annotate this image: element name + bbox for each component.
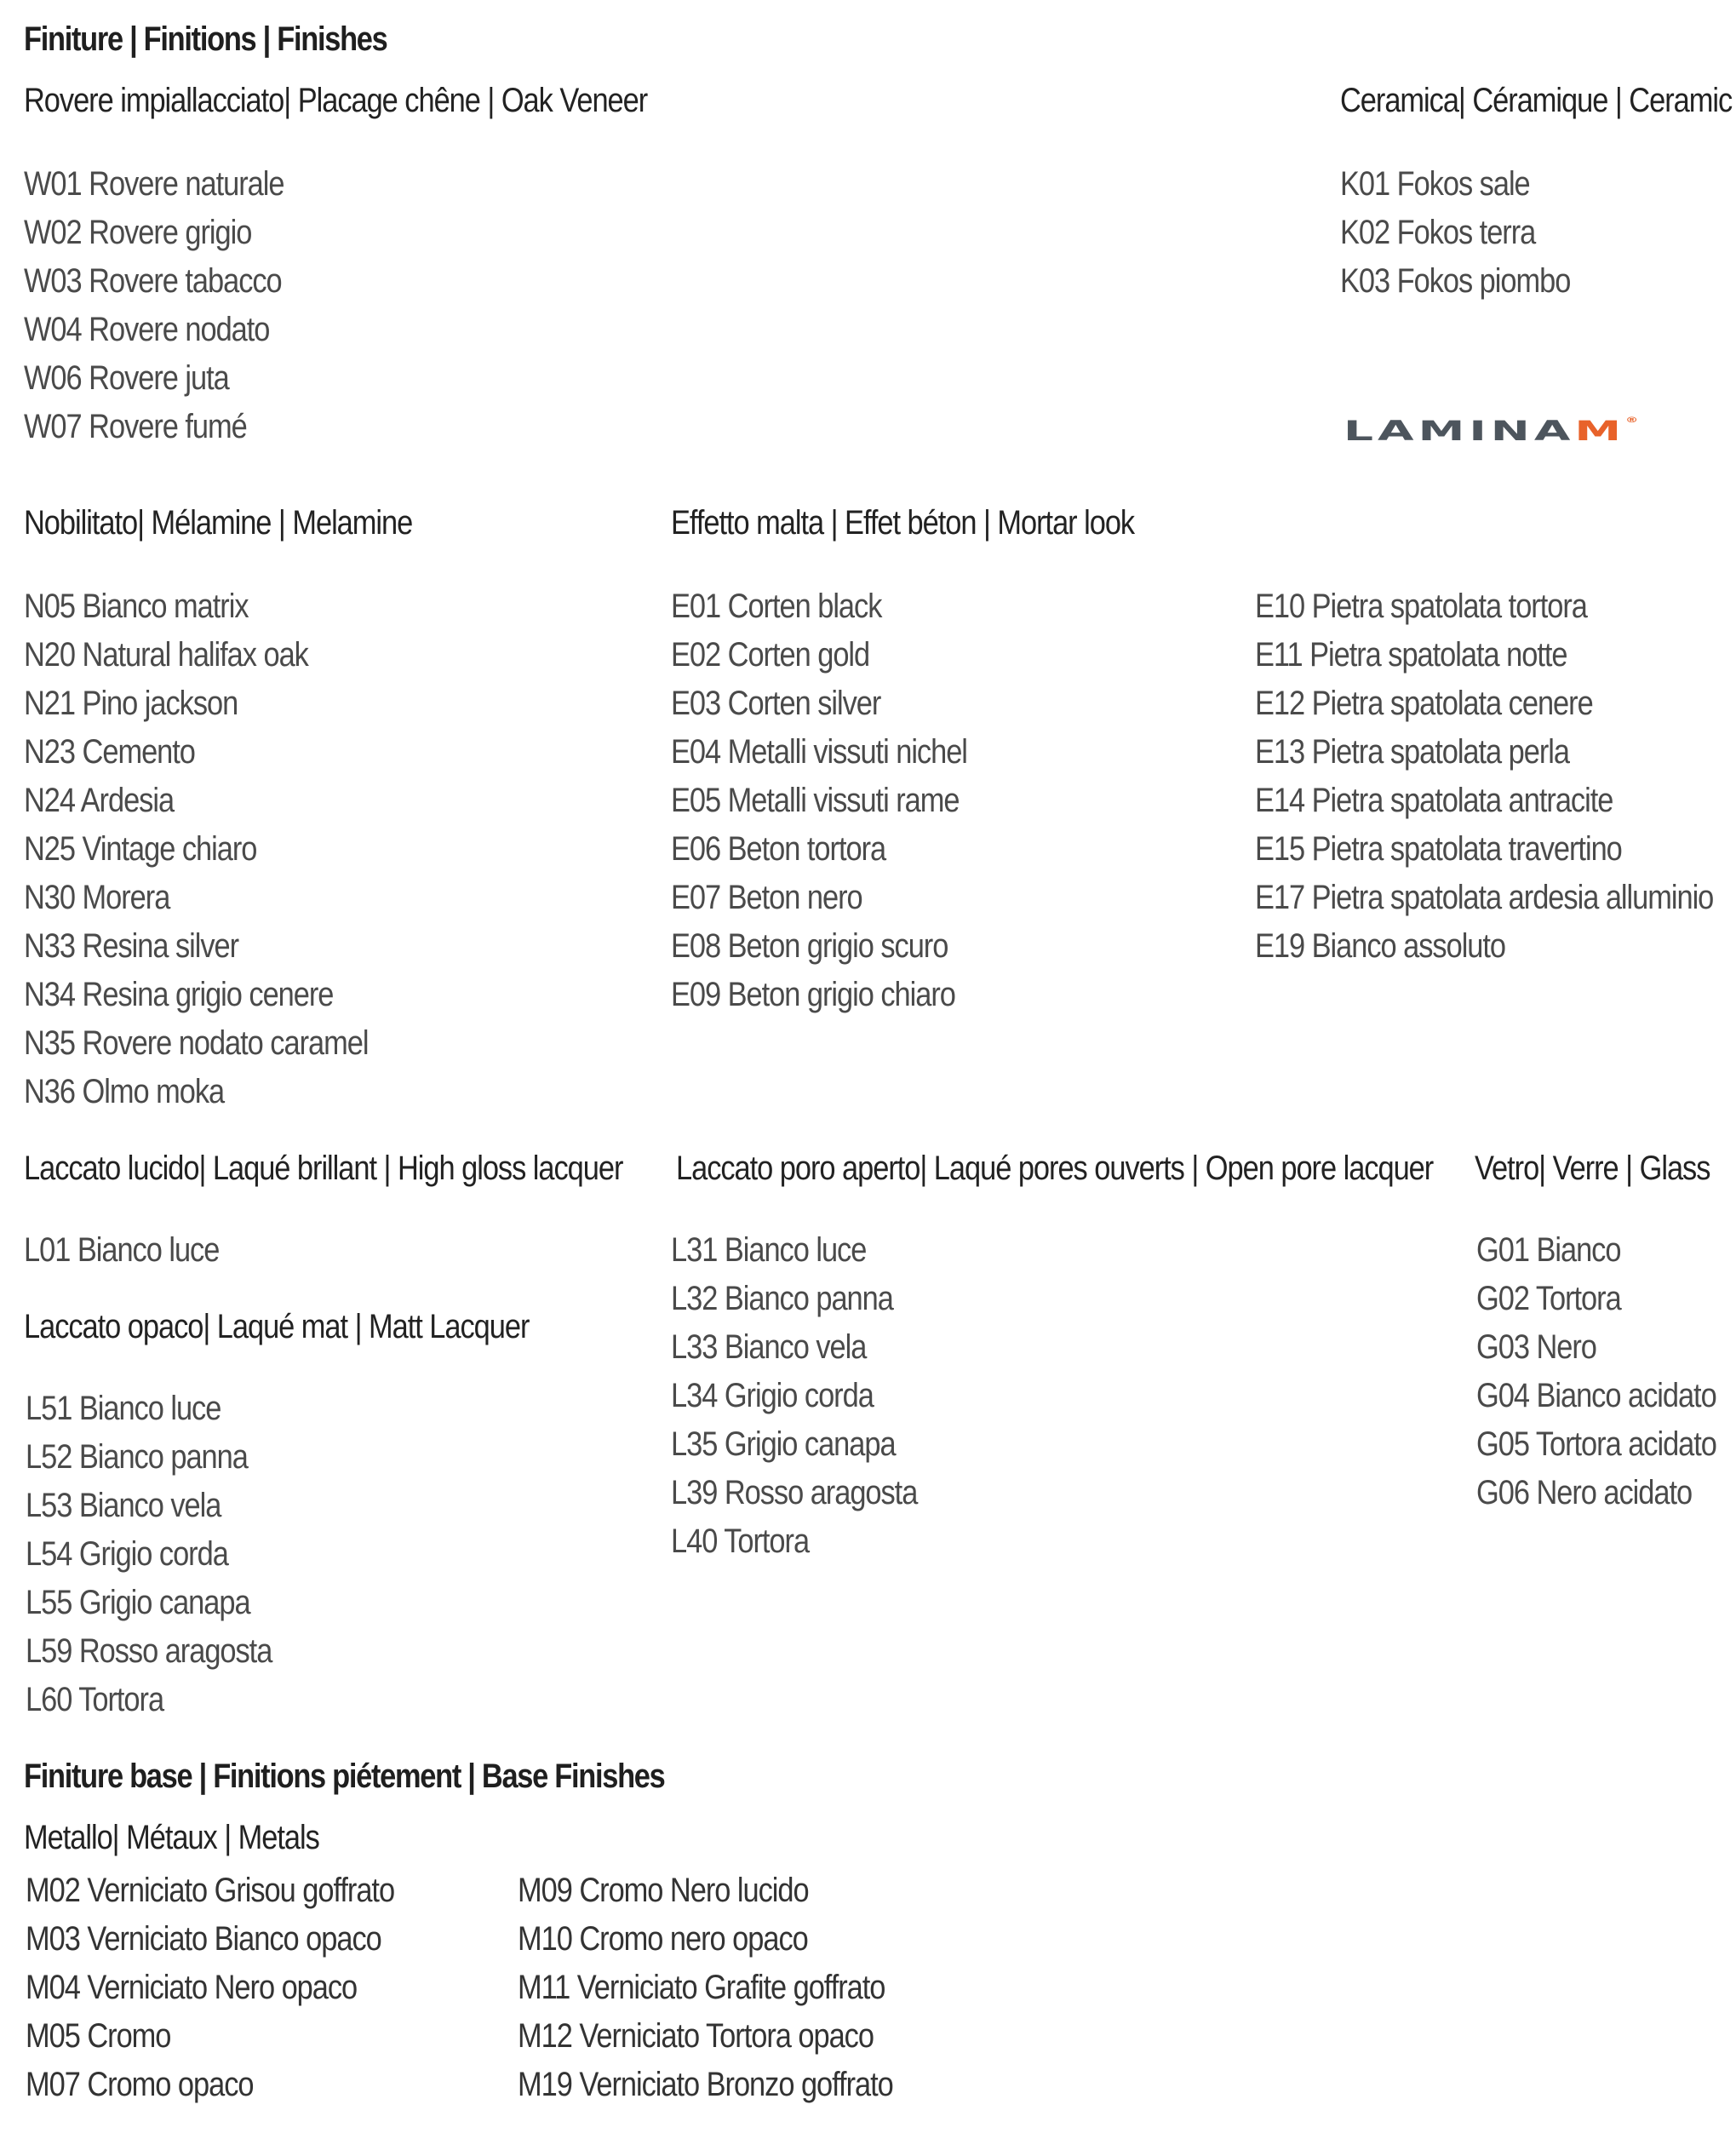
list-item: N33 Resina silver [24,927,239,965]
list-item: K03 Fokos piombo [1340,262,1571,300]
metals-list-1 [26,1867,455,2109]
list-item: L33 Bianco vela [671,1328,867,1366]
logo-registered-mark: ® [1625,416,1639,425]
list-item: M11 Verniciato Grafite goffrato [518,1969,885,2006]
matt-lacquer-heading: Laccato opaco| Laqué mat | Matt Lacquer [24,1308,530,1345]
high-gloss-lacquer-list [24,1226,251,1275]
list-item: K02 Fokos terra [1340,214,1536,251]
list-item: M07 Cromo opaco [26,2066,254,2103]
list-item: L53 Bianco vela [26,1487,221,1524]
list-item: W06 Rovere juta [24,359,229,397]
list-item: L40 Tortora [671,1523,810,1560]
metals-list-2 [518,1867,954,2109]
list-item: N24 Ardesia [24,782,175,819]
ceramic-list [1340,160,1607,306]
list-item: N35 Rovere nodato caramel [24,1024,369,1062]
list-item: L55 Grigio canapa [26,1584,250,1621]
list-item: G02 Tortora [1476,1280,1621,1317]
list-item: E15 Pietra spatolata travertino [1255,830,1622,868]
logo-text: LAMINA [1344,416,1575,447]
list-item: E03 Corten silver [671,685,881,722]
list-item: L32 Bianco panna [671,1280,893,1317]
melamine-heading: Nobilitato| Mélamine | Melamine [24,504,413,542]
open-pore-lacquer-list [671,1226,957,1566]
list-item: W02 Rovere grigio [24,214,252,251]
list-item: L51 Bianco luce [26,1390,221,1427]
list-item: N20 Natural halifax oak [24,636,308,674]
list-item: E04 Metalli vissuti nichel [671,733,967,771]
list-item: E11 Pietra spatolata notte [1255,636,1567,674]
list-item: M02 Verniciato Grisou goffrato [26,1872,395,1909]
list-item: M12 Verniciato Tortora opaco [518,2017,874,2055]
list-item: W03 Rovere tabacco [24,262,282,300]
list-item: E10 Pietra spatolata tortora [1255,588,1587,625]
list-item: W04 Rovere nodato [24,311,270,348]
glass-list [1476,1226,1736,1517]
list-item: M05 Cromo [26,2017,171,2055]
list-item: E13 Pietra spatolata perla [1255,733,1570,771]
oak-veneer-heading: Rovere impiallacciato| Placage chêne | Oak Veneer [24,82,648,119]
list-item: K01 Fokos sale [1340,165,1530,203]
list-item: N34 Resina grigio cenere [24,976,334,1013]
list-item: M03 Verniciato Bianco opaco [26,1920,381,1958]
base-finishes-title: Finiture base | Finitions piétement | Base Finishes [24,1758,665,1795]
metals-heading: Metallo| Métaux | Metals [24,1819,319,1856]
ceramic-heading: Ceramica| Céramique | Ceramic [1340,82,1733,119]
list-item: E08 Beton grigio scuro [671,927,948,965]
list-item: E09 Beton grigio chiaro [671,976,955,1013]
list-item: G05 Tortora acidato [1476,1425,1716,1463]
list-item: N36 Olmo moka [24,1073,225,1110]
list-item: N25 Vintage chiaro [24,830,257,868]
list-item: M04 Verniciato Nero opaco [26,1969,358,2006]
oak-veneer-list [24,160,326,451]
matt-lacquer-list [26,1385,312,1724]
list-item: E01 Corten black [671,588,882,625]
list-item: L31 Bianco luce [671,1231,867,1269]
list-item: G03 Nero [1476,1328,1596,1366]
list-item: L52 Bianco panna [26,1438,248,1476]
list-item: N05 Bianco matrix [24,588,249,625]
page-title: Finiture | Finitions | Finishes [24,20,387,58]
laminam-logo [1344,416,1638,447]
list-item: N30 Morera [24,879,170,916]
list-item: M19 Verniciato Bronzo goffrato [518,2066,893,2103]
mortar-look-list-1 [671,582,1016,1019]
list-item: G01 Bianco [1476,1231,1621,1269]
list-item: L60 Tortora [26,1681,164,1718]
list-item: W01 Rovere naturale [24,165,284,203]
list-item: E07 Beton nero [671,879,862,916]
logo-accent: M [1574,416,1626,447]
list-item: L35 Grigio canapa [671,1425,896,1463]
list-item: L54 Grigio corda [26,1535,228,1573]
list-item: N21 Pino jackson [24,685,238,722]
open-pore-lacquer-heading: Laccato poro aperto| Laqué pores ouverts | Open pore lacquer [676,1150,1434,1187]
list-item: E14 Pietra spatolata antracite [1255,782,1613,819]
high-gloss-lacquer-heading: Laccato lucido| Laqué brillant | High gloss lacquer [24,1150,623,1187]
list-item: E19 Bianco assoluto [1255,927,1506,965]
list-item: L34 Grigio corda [671,1377,874,1414]
list-item: G04 Bianco acidato [1476,1377,1716,1414]
glass-heading: Vetro| Verre | Glass [1475,1150,1710,1187]
list-item: L59 Rosso aragosta [26,1632,272,1670]
list-item: E06 Beton tortora [671,830,886,868]
list-item: M09 Cromo Nero lucido [518,1872,809,1909]
list-item: L01 Bianco luce [24,1231,220,1269]
list-item: M10 Cromo nero opaco [518,1920,808,1958]
mortar-look-list-2 [1255,582,1736,971]
list-item: E12 Pietra spatolata cenere [1255,685,1593,722]
list-item: G06 Nero acidato [1476,1474,1693,1511]
list-item: N23 Cemento [24,733,195,771]
mortar-look-heading: Effetto malta | Effet béton | Mortar look [671,504,1135,542]
list-item: W07 Rovere fumé [24,408,247,445]
list-item: E17 Pietra spatolata ardesia alluminio [1255,879,1714,916]
melamine-list [24,582,424,1116]
list-item: E02 Corten gold [671,636,870,674]
list-item: E05 Metalli vissuti rame [671,782,960,819]
list-item: L39 Rosso aragosta [671,1474,918,1511]
